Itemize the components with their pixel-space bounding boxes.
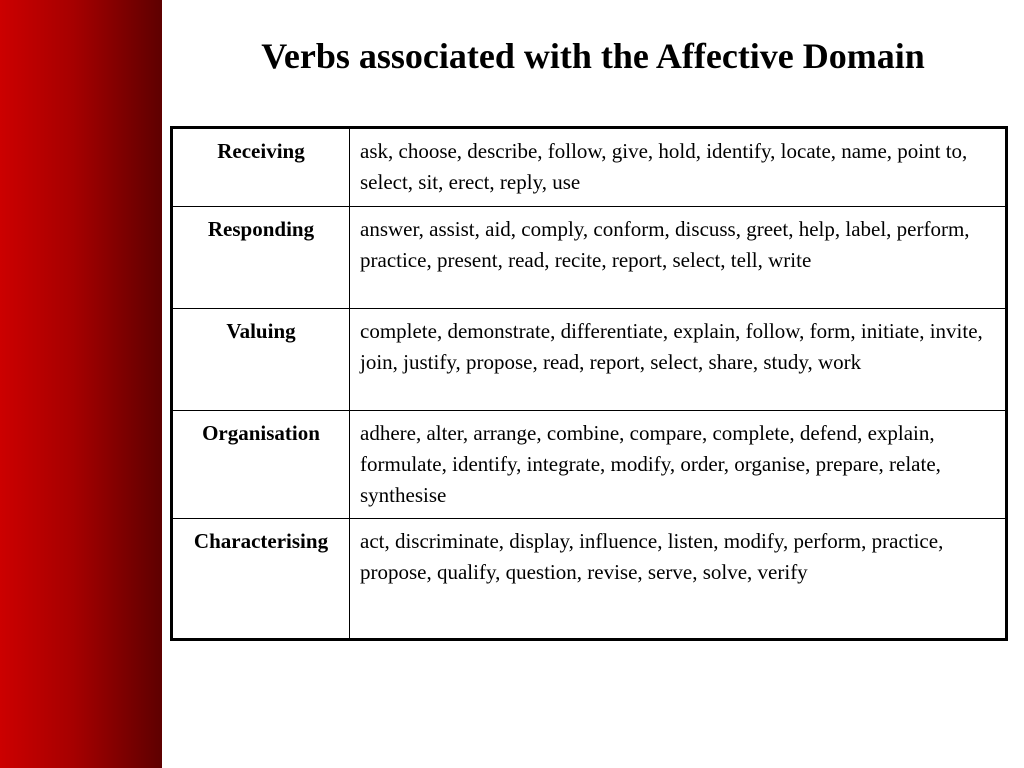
- domain-level-cell: Organisation: [172, 411, 350, 519]
- verbs-cell: act, discriminate, display, influence, listen, modify, perform, practice, propose, qualify, question, revise, serve, solve, verify: [350, 519, 1007, 640]
- domain-level-cell: Characterising: [172, 519, 350, 640]
- table-row: [172, 128, 1007, 207]
- table-row: [172, 519, 1007, 640]
- verbs-cell: ask, choose, describe, follow, give, hold, identify, locate, name, point to, select, sit, erect, reply, use: [350, 128, 1007, 207]
- red-gradient-sidebar: [0, 0, 162, 768]
- page-title: Verbs associated with the Affective Domain: [261, 36, 925, 76]
- domain-level-cell: Valuing: [172, 309, 350, 411]
- affective-verbs-table: [170, 126, 1008, 641]
- domain-level-cell: Responding: [172, 207, 350, 309]
- table-row: [172, 309, 1007, 411]
- table-row: [172, 207, 1007, 309]
- verbs-cell: answer, assist, aid, comply, conform, discuss, greet, help, label, perform, practice, present, read, recite, report, select, tell, write: [350, 207, 1007, 309]
- table-row: [172, 411, 1007, 519]
- verbs-cell: adhere, alter, arrange, combine, compare, complete, defend, explain, formulate, identify, integrate, modify, order, organise, prepare, relate, synthesise: [350, 411, 1007, 519]
- verbs-cell: complete, demonstrate, differentiate, explain, follow, form, initiate, invite, join, justify, propose, read, report, select, share, study, work: [350, 309, 1007, 411]
- domain-level-cell: Receiving: [172, 128, 350, 207]
